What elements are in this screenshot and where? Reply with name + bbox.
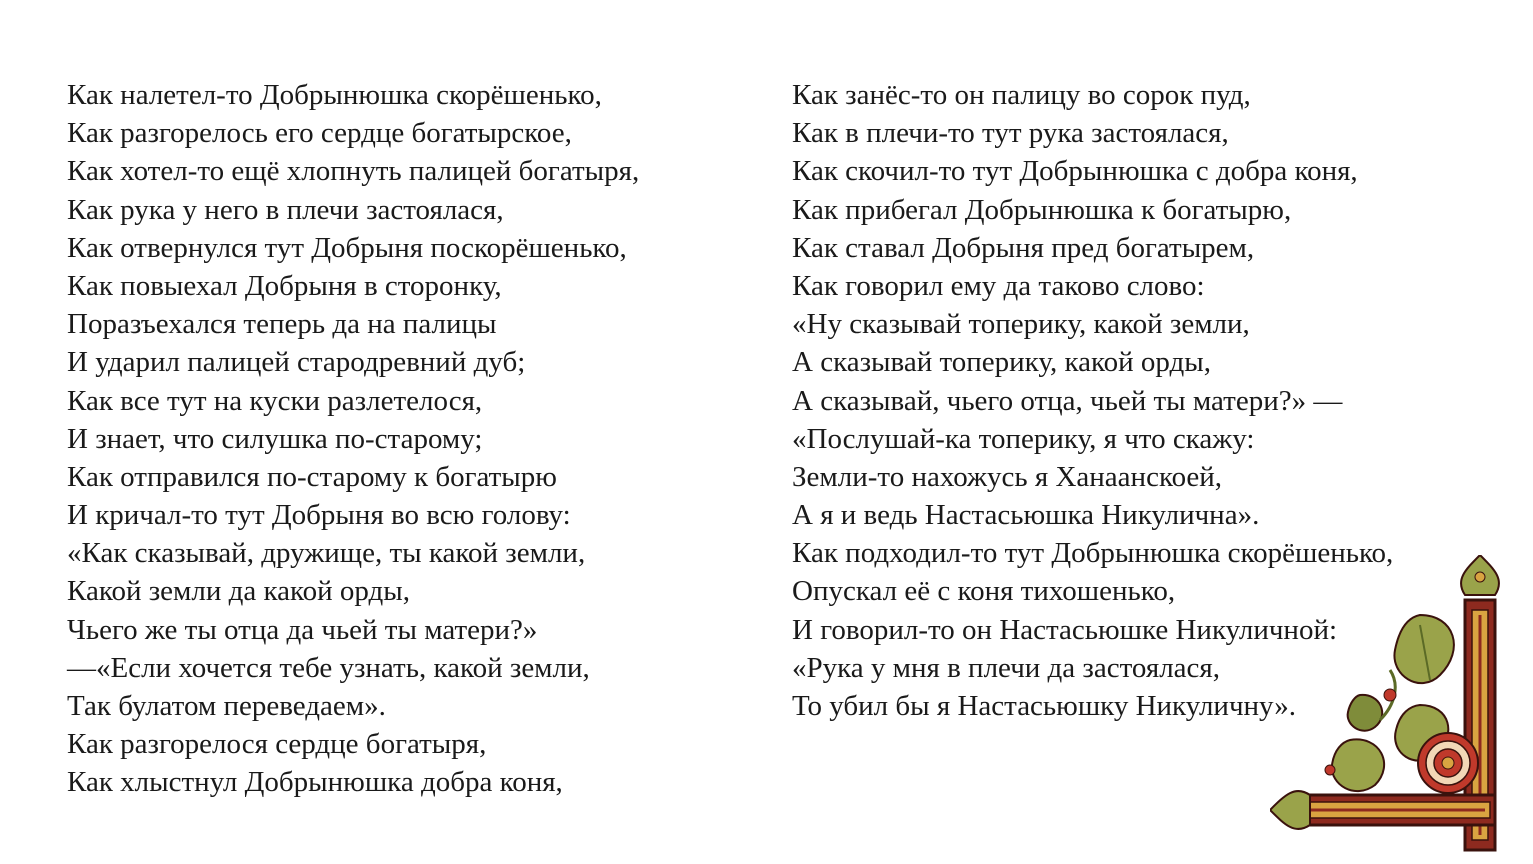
poem-line: —«Если хочется тебе узнать, какой земли, <box>67 651 590 684</box>
poem-line: «Рука у мня в плечи да застоялася, <box>792 651 1221 684</box>
poem-line: Как отправился по-старому к богатырю <box>67 460 557 493</box>
poem-line: И кричал-то тут Добрыня во всю голову: <box>67 499 571 532</box>
poem-line: Как подходил-то тут Добрынюшка скорёшенько, <box>792 537 1394 570</box>
poem-line: Как разгорелося сердце богатыря, <box>67 728 487 761</box>
poem-line: Как ставал Добрыня пред богатырем, <box>792 231 1255 264</box>
poem-line: Как в плечи-то тут рука застоялася, <box>792 117 1229 150</box>
poem-line: Чьего же ты отца да чьей ты матери?» <box>67 613 538 646</box>
poem-line: Как скочил-то тут Добрынюшка с добра коня, <box>792 155 1358 188</box>
poem-left-column <box>67 76 639 802</box>
poem-line: Как занёс-то он палицу во сорок пуд, <box>792 79 1251 111</box>
poem-line: Так булатом переведаем». <box>67 690 386 722</box>
poem-line: Как разгорелось его сердце богатырское, <box>67 117 572 150</box>
poem-line: Как налетел-то Добрынюшка скорёшенько, <box>67 79 602 111</box>
poem-line: Опускал её с коня тихошенько, <box>792 575 1176 608</box>
poem-line: А я и ведь Настасьюшка Никулична». <box>792 499 1260 532</box>
poem-line: И ударил палицей стародревний дуб; <box>67 346 526 379</box>
poem-line: И знает, что силушка по-старому; <box>67 422 483 455</box>
poem-line: Как прибегал Добрынюшка к богатырю, <box>792 193 1292 226</box>
poem-line: А сказывай, чьего отца, чьей ты матери?» — <box>792 384 1343 417</box>
poem-line: Как говорил ему да таково слово: <box>792 269 1205 302</box>
poem-line: Земли-то нахожусь я Ханаанскоей, <box>792 460 1223 493</box>
poem-line: Как хотел-то ещё хлопнуть палицей богатыря, <box>67 155 640 188</box>
decorative-corner-ornament-icon <box>1270 555 1533 864</box>
poem-line: И говорил-то он Настасьюшке Никуличной: <box>792 613 1338 646</box>
poem-line: Как отвернулся тут Добрыня поскорёшенько, <box>67 231 627 264</box>
poem-line: То убил бы я Настасьюшку Никуличну». <box>792 690 1297 722</box>
poem-line: «Послушай-ка топерику, я что скажу: <box>792 422 1255 455</box>
poem-line: Поразъехался теперь да на палицы <box>67 308 497 341</box>
poem-line: «Ну сказывай топерику, какой земли, <box>792 308 1250 341</box>
poem-line: А сказывай топерику, какой орды, <box>792 346 1211 379</box>
poem-line: Как хлыстнул Добрынюшка добра коня, <box>67 766 563 799</box>
poem-line: «Как сказывай, дружище, ты какой земли, <box>67 537 586 570</box>
poem-line: Как рука у него в плечи застоялася, <box>67 193 504 226</box>
poem-line: Как все тут на куски разлетелося, <box>67 384 483 417</box>
poem-line: Какой земли да какой орды, <box>67 575 411 608</box>
poem-line: Как повыехал Добрыня в сторонку, <box>67 269 502 302</box>
